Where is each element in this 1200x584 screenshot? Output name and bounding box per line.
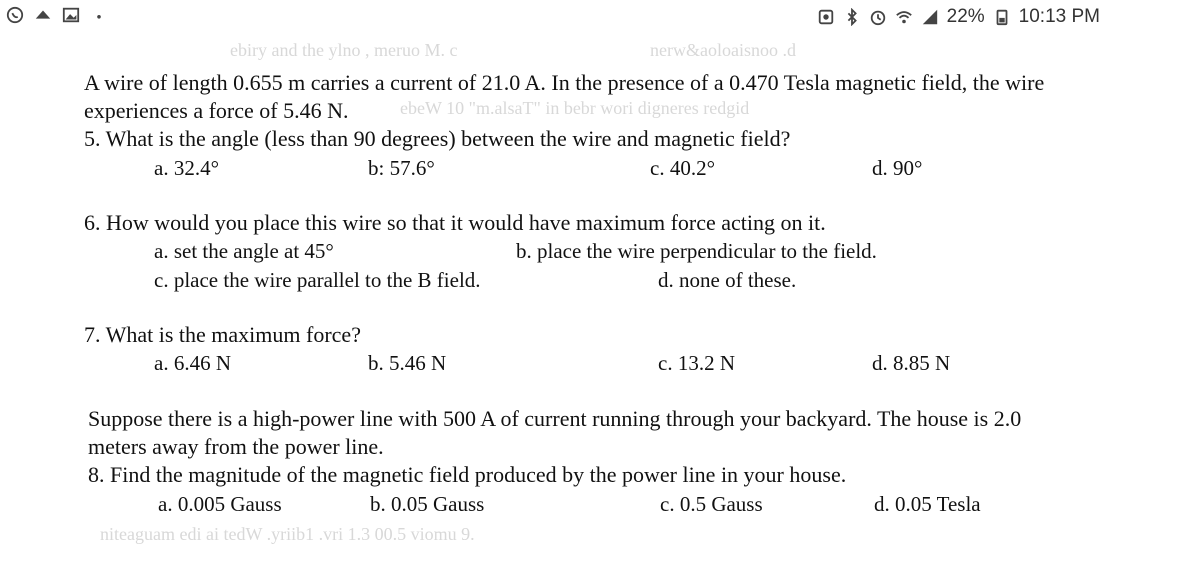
question-6: 6. How would you place this wire so that it would have maximum force acting on it. <box>84 210 826 235</box>
q6-option-c: c. place the wire parallel to the B field. <box>154 268 481 292</box>
question-7: 7. What is the maximum force? <box>84 322 361 347</box>
question-8: 8. Find the magnitude of the magnetic field produced by the power line in your house. <box>88 462 847 487</box>
alarm-clock-icon <box>869 8 887 26</box>
q5-option-c: c. 40.2° <box>650 156 715 180</box>
worksheet-image <box>0 36 1200 584</box>
q7-option-b: b. 5.46 N <box>368 351 447 375</box>
bleed-through: ebiry and the ylno , meruo M. c <box>230 40 458 60</box>
image-icon <box>62 6 80 24</box>
bleed-through: ebeW 10 "m.alsaT" in bebr wori digneres redgid <box>400 98 750 118</box>
q5-option-d: d. 90° <box>872 156 923 180</box>
bleed-through: niteaguam edi ai tedW .yriib1 .vri 1.3 00.5 viomu 9. <box>100 524 475 544</box>
q7-option-d: d. 8.85 N <box>872 351 951 375</box>
status-right <box>817 6 1200 28</box>
q5-option-b: b: 57.6° <box>368 156 435 180</box>
intro-line-1: A wire of length 0.655 m carries a current of 21.0 A. In the presence of a 0.470 Tesla magnetic field, the wire <box>84 70 1045 95</box>
q6-option-b: b. place the wire perpendicular to the field. <box>516 239 877 263</box>
status-bar <box>0 0 1200 36</box>
q6-option-a: a. set the angle at 45° <box>154 239 334 263</box>
q7-option-c: c. 13.2 N <box>658 351 735 375</box>
clock-time: 10:13 PM <box>1018 6 1100 27</box>
q8-intro-line-1: Suppose there is a high-power line with 500 A of current running through your backyard. The house is 2.0 <box>88 406 1022 431</box>
q8-option-d: d. 0.05 Tesla <box>874 492 981 516</box>
cloud-icon <box>34 6 52 24</box>
alarm-icon <box>817 8 835 26</box>
dot-icon <box>90 6 108 24</box>
q7-option-a: a. 6.46 N <box>154 351 231 375</box>
q8-option-b: b. 0.05 Gauss <box>370 492 485 516</box>
status-left-icons <box>6 6 108 24</box>
q8-intro-line-2: meters away from the power line. <box>88 434 384 459</box>
battery-icon <box>993 8 1011 26</box>
battery-percent: 22% <box>946 6 985 27</box>
q6-option-d: d. none of these. <box>658 268 797 292</box>
signal-icon <box>921 8 939 26</box>
intro-line-2: experiences a force of 5.46 N. <box>84 98 349 123</box>
question-5: 5. What is the angle (less than 90 degrees) between the wire and magnetic field? <box>84 126 791 151</box>
q5-option-a: a. 32.4° <box>154 156 219 180</box>
whatsapp-icon <box>6 6 24 24</box>
bleed-through: nerw&aoloaisnoo .d <box>650 40 796 60</box>
wifi-icon <box>895 8 913 26</box>
q8-option-c: c. 0.5 Gauss <box>660 492 763 516</box>
bluetooth-icon <box>843 8 861 26</box>
q8-option-a: a. 0.005 Gauss <box>158 492 282 516</box>
